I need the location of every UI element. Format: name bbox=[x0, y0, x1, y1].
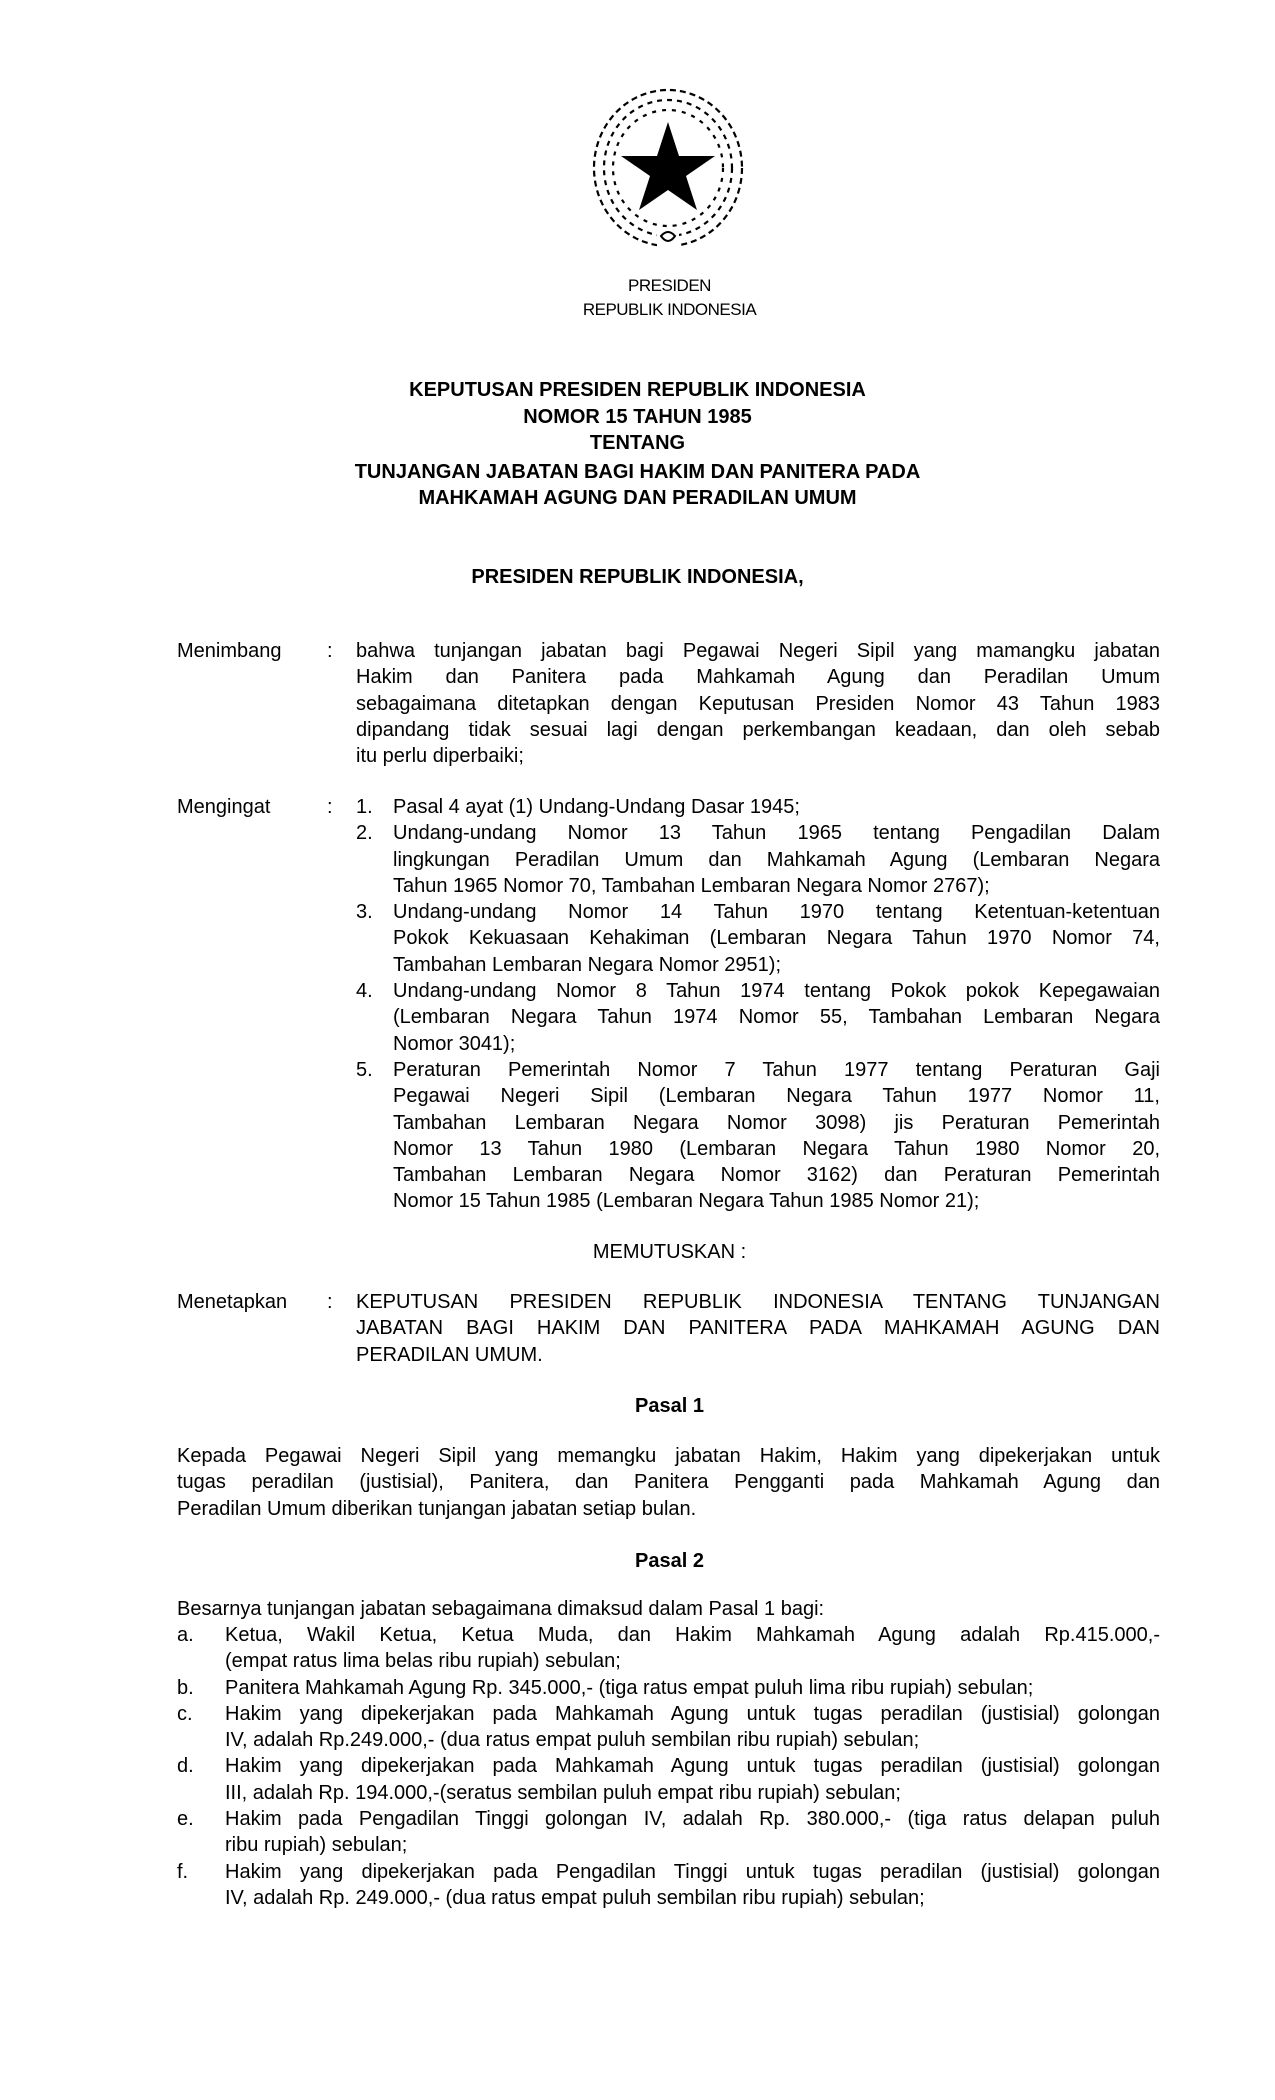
text-line: Panitera Mahkamah Agung Rp. 345.000,- (tiga ratus empat puluh lima ribu rupiah) sebulan; bbox=[225, 1676, 1034, 1699]
text-line: lingkungan Peradilan Umum dan Mahkamah Agung (Lembaran Negara bbox=[393, 848, 1160, 871]
mengingat-colon: : bbox=[327, 796, 333, 818]
title-line: TENTANG bbox=[589, 432, 686, 454]
menimbang-label: Menimbang bbox=[177, 640, 282, 662]
text-line: Peradilan Umum diberikan tunjangan jabatan setiap bulan. bbox=[177, 1497, 697, 1520]
list-item-text bbox=[393, 1057, 1160, 1215]
list-item-text bbox=[225, 1753, 1160, 1806]
list-item-text bbox=[393, 978, 1160, 1057]
mengingat-list bbox=[356, 794, 1160, 1215]
text-line: Tambahan Lembaran Negara Nomor 3162) dan Peraturan Pemerintah bbox=[393, 1164, 1160, 1187]
text-line: KEPUTUSAN PRESIDEN REPUBLIK INDONESIA TENTANG TUNJANGAN bbox=[356, 1291, 1160, 1313]
list-item-number: c. bbox=[177, 1702, 193, 1725]
pasal-1-text bbox=[177, 1443, 1160, 1522]
list-item-text bbox=[393, 899, 1160, 978]
text-line: Pasal 4 ayat (1) Undang-Undang Dasar 1945; bbox=[393, 796, 800, 818]
text-line: Kepada Pegawai Negeri Sipil yang memangku jabatan Hakim, Hakim yang dipekerjakan untuk bbox=[177, 1445, 1160, 1467]
pasal-1-heading: Pasal 1 bbox=[635, 1395, 704, 1417]
decree-title bbox=[0, 377, 1275, 512]
title-line: TUNJANGAN JABATAN BAGI HAKIM DAN PANITERA PADA bbox=[354, 460, 921, 483]
pasal-2-heading: Pasal 2 bbox=[635, 1550, 704, 1572]
text-line: tugas peradilan (justisial), Panitera, dan Panitera Pengganti pada Mahkamah Agung dan bbox=[177, 1471, 1160, 1494]
menimbang-colon: : bbox=[327, 640, 333, 662]
list-item-text bbox=[225, 1622, 1160, 1675]
list-item bbox=[177, 1675, 1160, 1701]
text-line: PERADILAN UMUM. bbox=[356, 1343, 543, 1366]
text-line: Tambahan Lembaran Negara Nomor 2951); bbox=[393, 953, 781, 976]
list-item-text bbox=[225, 1806, 1160, 1859]
list-item bbox=[356, 899, 1160, 978]
text-line: bahwa tunjangan jabatan bagi Pegawai Negeri Sipil yang mamangku jabatan bbox=[356, 640, 1160, 662]
list-item bbox=[177, 1753, 1160, 1806]
text-line: (empat ratus lima belas ribu rupiah) sebulan; bbox=[225, 1650, 621, 1673]
memutuskan-heading: MEMUTUSKAN : bbox=[592, 1241, 747, 1263]
text-line: Undang-undang Nomor 13 Tahun 1965 tentang Pengadilan Dalam bbox=[393, 822, 1160, 845]
text-line: JABATAN BAGI HAKIM DAN PANITERA PADA MAHKAMAH AGUNG DAN bbox=[356, 1317, 1160, 1340]
pasal-2-intro: Besarnya tunjangan jabatan sebagaimana dimaksud dalam Pasal 1 bagi: bbox=[177, 1598, 825, 1620]
menimbang-text bbox=[356, 638, 1160, 769]
text-line: IV, adalah Rp.249.000,- (dua ratus empat puluh sembilan ribu rupiah) sebulan; bbox=[225, 1729, 920, 1752]
issuer-heading: PRESIDEN REPUBLIK INDONESIA, bbox=[471, 566, 804, 588]
list-item-number: 4. bbox=[356, 980, 373, 1003]
list-item-number: 2. bbox=[356, 822, 373, 845]
list-item-text bbox=[225, 1675, 1160, 1701]
text-line: Tahun 1965 Nomor 70, Tambahan Lembaran Negara Nomor 2767); bbox=[393, 874, 990, 897]
list-item-number: 1. bbox=[356, 796, 373, 818]
presidential-emblem-icon bbox=[587, 86, 749, 250]
list-item bbox=[177, 1859, 1160, 1912]
emblem-caption-line: PRESIDEN bbox=[628, 276, 711, 295]
list-item-number: f. bbox=[177, 1860, 189, 1883]
list-item bbox=[356, 978, 1160, 1057]
list-item-text bbox=[393, 794, 1160, 820]
title-line: NOMOR 15 TAHUN 1985 bbox=[523, 405, 752, 428]
list-item bbox=[356, 794, 1160, 820]
text-line: Hakim yang dipekerjakan pada Mahkamah Agung untuk tugas peradilan (justisial) golongan bbox=[225, 1755, 1160, 1778]
list-item-number: a. bbox=[177, 1624, 194, 1646]
text-line: dipandang tidak sesuai lagi dengan perkembangan keadaan, dan oleh sebab bbox=[356, 718, 1160, 741]
list-item bbox=[356, 1057, 1160, 1215]
text-line: sebagaimana ditetapkan dengan Keputusan Presiden Nomor 43 Tahun 1983 bbox=[356, 692, 1160, 715]
text-line: Pegawai Negeri Sipil (Lembaran Negara Tahun 1977 Nomor 11, bbox=[393, 1085, 1160, 1108]
title-line: KEPUTUSAN PRESIDEN REPUBLIK INDONESIA bbox=[409, 379, 866, 401]
list-item bbox=[356, 820, 1160, 899]
menetapkan-text bbox=[356, 1289, 1160, 1368]
list-item-number: 3. bbox=[356, 901, 373, 924]
list-item bbox=[177, 1806, 1160, 1859]
text-line: (Lembaran Negara Tahun 1974 Nomor 55, Tambahan Lembaran Negara bbox=[393, 1006, 1160, 1029]
text-line: Nomor 15 Tahun 1985 (Lembaran Negara Tahun 1985 Nomor 21); bbox=[393, 1190, 980, 1213]
text-line: IV, adalah Rp. 249.000,- (dua ratus empat puluh sembilan ribu rupiah) sebulan; bbox=[225, 1886, 925, 1909]
list-item-number: 5. bbox=[356, 1058, 373, 1081]
list-item-number: b. bbox=[177, 1676, 194, 1699]
pasal-2-list bbox=[177, 1622, 1160, 1911]
text-line: III, adalah Rp. 194.000,-(seratus sembilan puluh empat ribu rupiah) sebulan; bbox=[225, 1781, 901, 1804]
list-item bbox=[177, 1701, 1160, 1754]
text-line: Undang-undang Nomor 8 Tahun 1974 tentang Pokok pokok Kepegawaian bbox=[393, 980, 1160, 1003]
menetapkan-colon: : bbox=[327, 1291, 333, 1313]
list-item-number: e. bbox=[177, 1808, 194, 1831]
text-line: Hakim yang dipekerjakan pada Pengadilan Tinggi untuk tugas peradilan (justisial) golongan bbox=[225, 1860, 1160, 1883]
list-item-text bbox=[225, 1701, 1160, 1754]
list-item-number: d. bbox=[177, 1755, 194, 1778]
mengingat-label: Mengingat bbox=[177, 796, 271, 818]
text-line: Hakim dan Panitera pada Mahkamah Agung dan Peradilan Umum bbox=[356, 666, 1160, 689]
text-line: Ketua, Wakil Ketua, Ketua Muda, dan Hakim Mahkamah Agung adalah Rp.415.000,- bbox=[225, 1624, 1160, 1646]
text-line: Hakim pada Pengadilan Tinggi golongan IV, adalah Rp. 380.000,- (tiga ratus delapan puluh bbox=[225, 1808, 1160, 1831]
text-line: Peraturan Pemerintah Nomor 7 Tahun 1977 tentang Peraturan Gaji bbox=[393, 1058, 1160, 1081]
text-line: Pokok Kekuasaan Kehakiman (Lembaran Negara Tahun 1970 Nomor 74, bbox=[393, 927, 1160, 950]
text-line: itu perlu diperbaiki; bbox=[356, 745, 524, 768]
list-item-text bbox=[225, 1859, 1160, 1912]
text-line: ribu rupiah) sebulan; bbox=[225, 1834, 408, 1857]
text-line: Tambahan Lembaran Negara Nomor 3098) jis Peraturan Pemerintah bbox=[393, 1111, 1160, 1134]
title-line: MAHKAMAH AGUNG DAN PERADILAN UMUM bbox=[418, 487, 857, 509]
text-line: Hakim yang dipekerjakan pada Mahkamah Agung untuk tugas peradilan (justisial) golongan bbox=[225, 1702, 1160, 1725]
emblem-caption-line: REPUBLIK INDONESIA bbox=[582, 300, 757, 320]
text-line: Undang-undang Nomor 14 Tahun 1970 tentang Ketentuan-ketentuan bbox=[393, 901, 1160, 924]
text-line: Nomor 3041); bbox=[393, 1032, 516, 1055]
list-item bbox=[177, 1622, 1160, 1675]
emblem-caption bbox=[32, 273, 1275, 324]
menetapkan-label: Menetapkan bbox=[177, 1291, 288, 1313]
list-item-text bbox=[393, 820, 1160, 899]
text-line: Nomor 13 Tahun 1980 (Lembaran Negara Tahun 1980 Nomor 20, bbox=[393, 1137, 1160, 1160]
